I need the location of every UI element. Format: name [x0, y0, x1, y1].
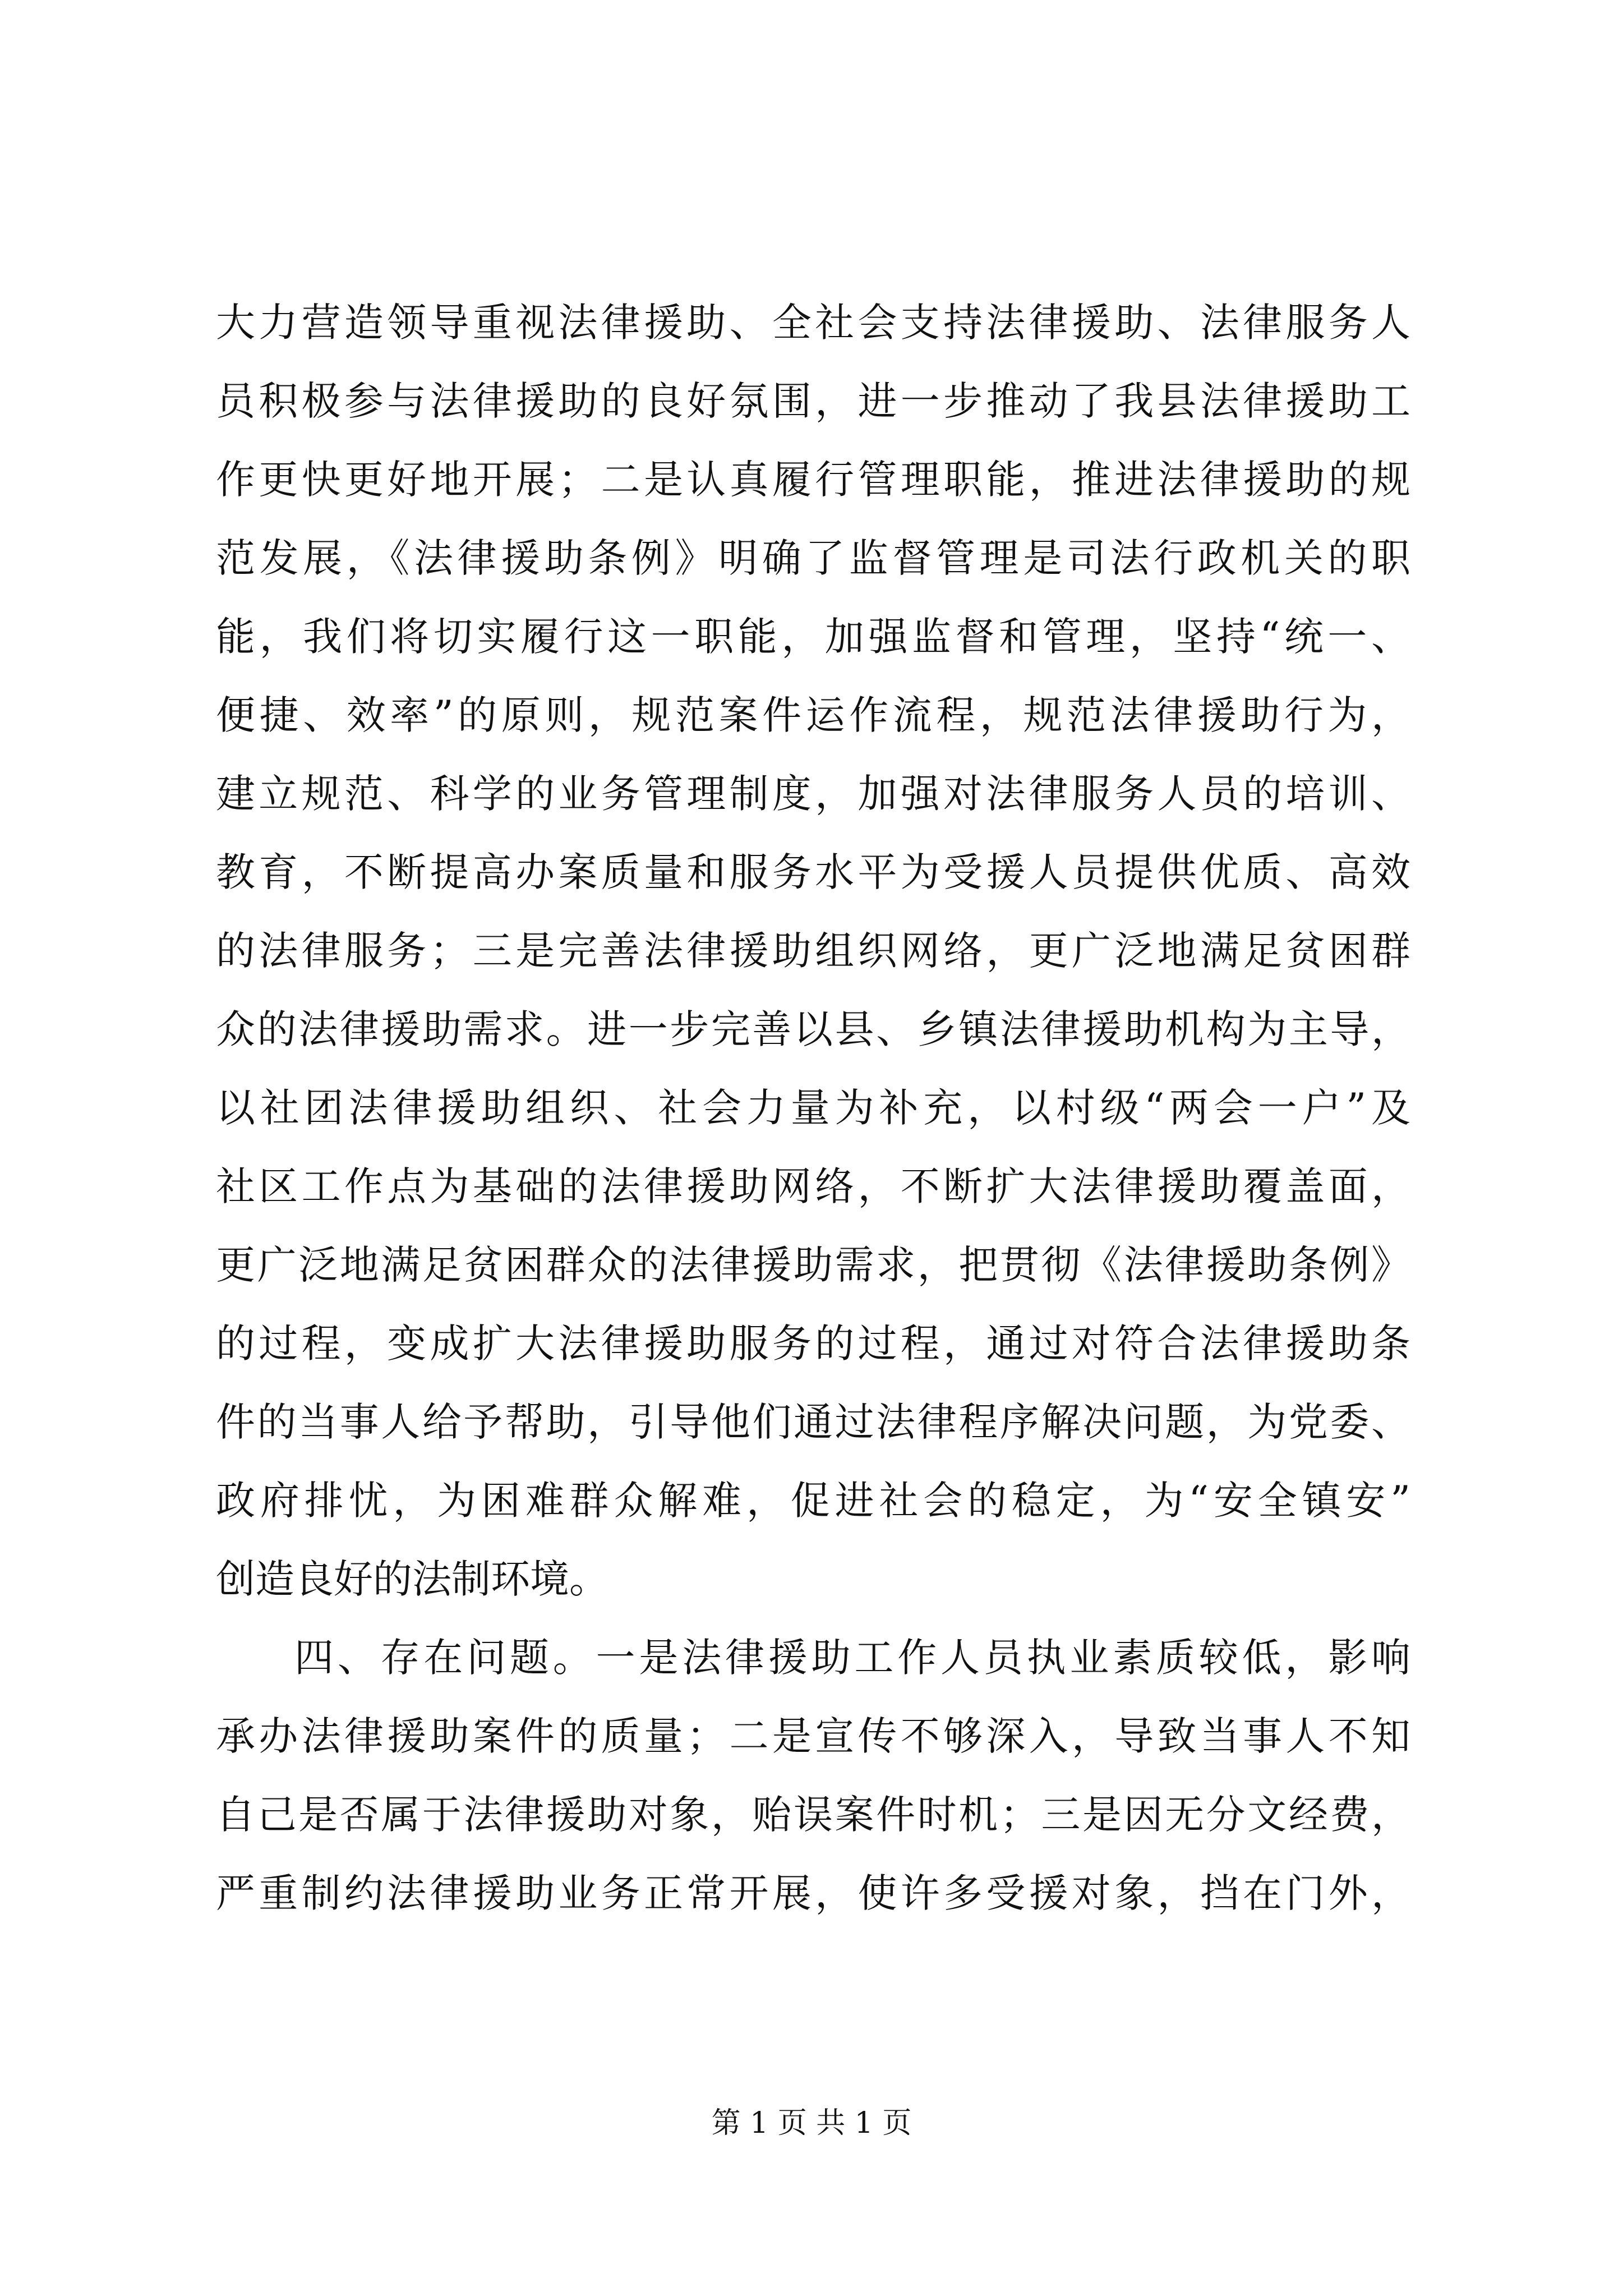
text-line: 的过程，变成扩大法律援助服务的过程，通过对符合法律援助条 [216, 1320, 1410, 1366]
document-body [216, 283, 1410, 1932]
text-line: 自己是否属于法律援助对象，贻误案件时机；三是因无分文经费， [216, 1792, 1410, 1838]
text-line: 大力营造领导重视法律援助、全社会支持法律援助、法律服务人 [216, 300, 1410, 346]
text-line: 以社团法律援助组织、社会力量为补充，以村级“两会一户”及 [216, 1085, 1410, 1131]
text-line: 员积极参与法律援助的良好氛围，进一步推动了我县法律援助工 [216, 378, 1410, 424]
page-number-label: 第 1 页 共 1 页 [711, 2106, 912, 2140]
text-line: 更广泛地满足贫困群众的法律援助需求，把贯彻《法律援助条例》 [216, 1242, 1410, 1288]
paragraph-2 [216, 1618, 1410, 1932]
text-line: 四、存在问题。一是法律援助工作人员执业素质较低，影响 [294, 1635, 1410, 1681]
text-line: 严重制约法律援助业务正常开展，使许多受援对象，挡在门外， [216, 1870, 1410, 1916]
text-line: 件的当事人给予帮助，引导他们通过法律程序解决问题，为党委、 [216, 1399, 1410, 1445]
text-line: 社区工作点为基础的法律援助网络，不断扩大法律援助覆盖面， [216, 1163, 1410, 1209]
text-line: 创造良好的法制环境。 [216, 1556, 608, 1602]
text-line: 的法律服务；三是完善法律援助组织网络，更广泛地满足贫困群 [216, 928, 1410, 974]
text-line: 范发展，《法律援助条例》明确了监督管理是司法行政机关的职 [216, 535, 1410, 581]
text-line: 能，我们将切实履行这一职能，加强监督和管理，坚持“统一、 [216, 614, 1410, 660]
page-footer [0, 2101, 1623, 2146]
text-line: 教育，不断提高办案质量和服务水平为受援人员提供优质、高效 [216, 849, 1410, 895]
text-line: 作更快更好地开展；二是认真履行管理职能，推进法律援助的规 [216, 457, 1410, 503]
text-line: 建立规范、科学的业务管理制度，加强对法律服务人员的培训、 [216, 771, 1410, 817]
text-line: 便捷、效率”的原则，规范案件运作流程，规范法律援助行为， [216, 692, 1410, 738]
text-line: 众的法律援助需求。进一步完善以县、乡镇法律援助机构为主导， [216, 1006, 1410, 1052]
paragraph-1 [216, 283, 1410, 1618]
text-line: 承办法律援助案件的质量；二是宣传不够深入，导致当事人不知 [216, 1713, 1410, 1759]
text-line: 政府排忧，为困难群众解难，促进社会的稳定，为“安全镇安” [216, 1478, 1410, 1524]
